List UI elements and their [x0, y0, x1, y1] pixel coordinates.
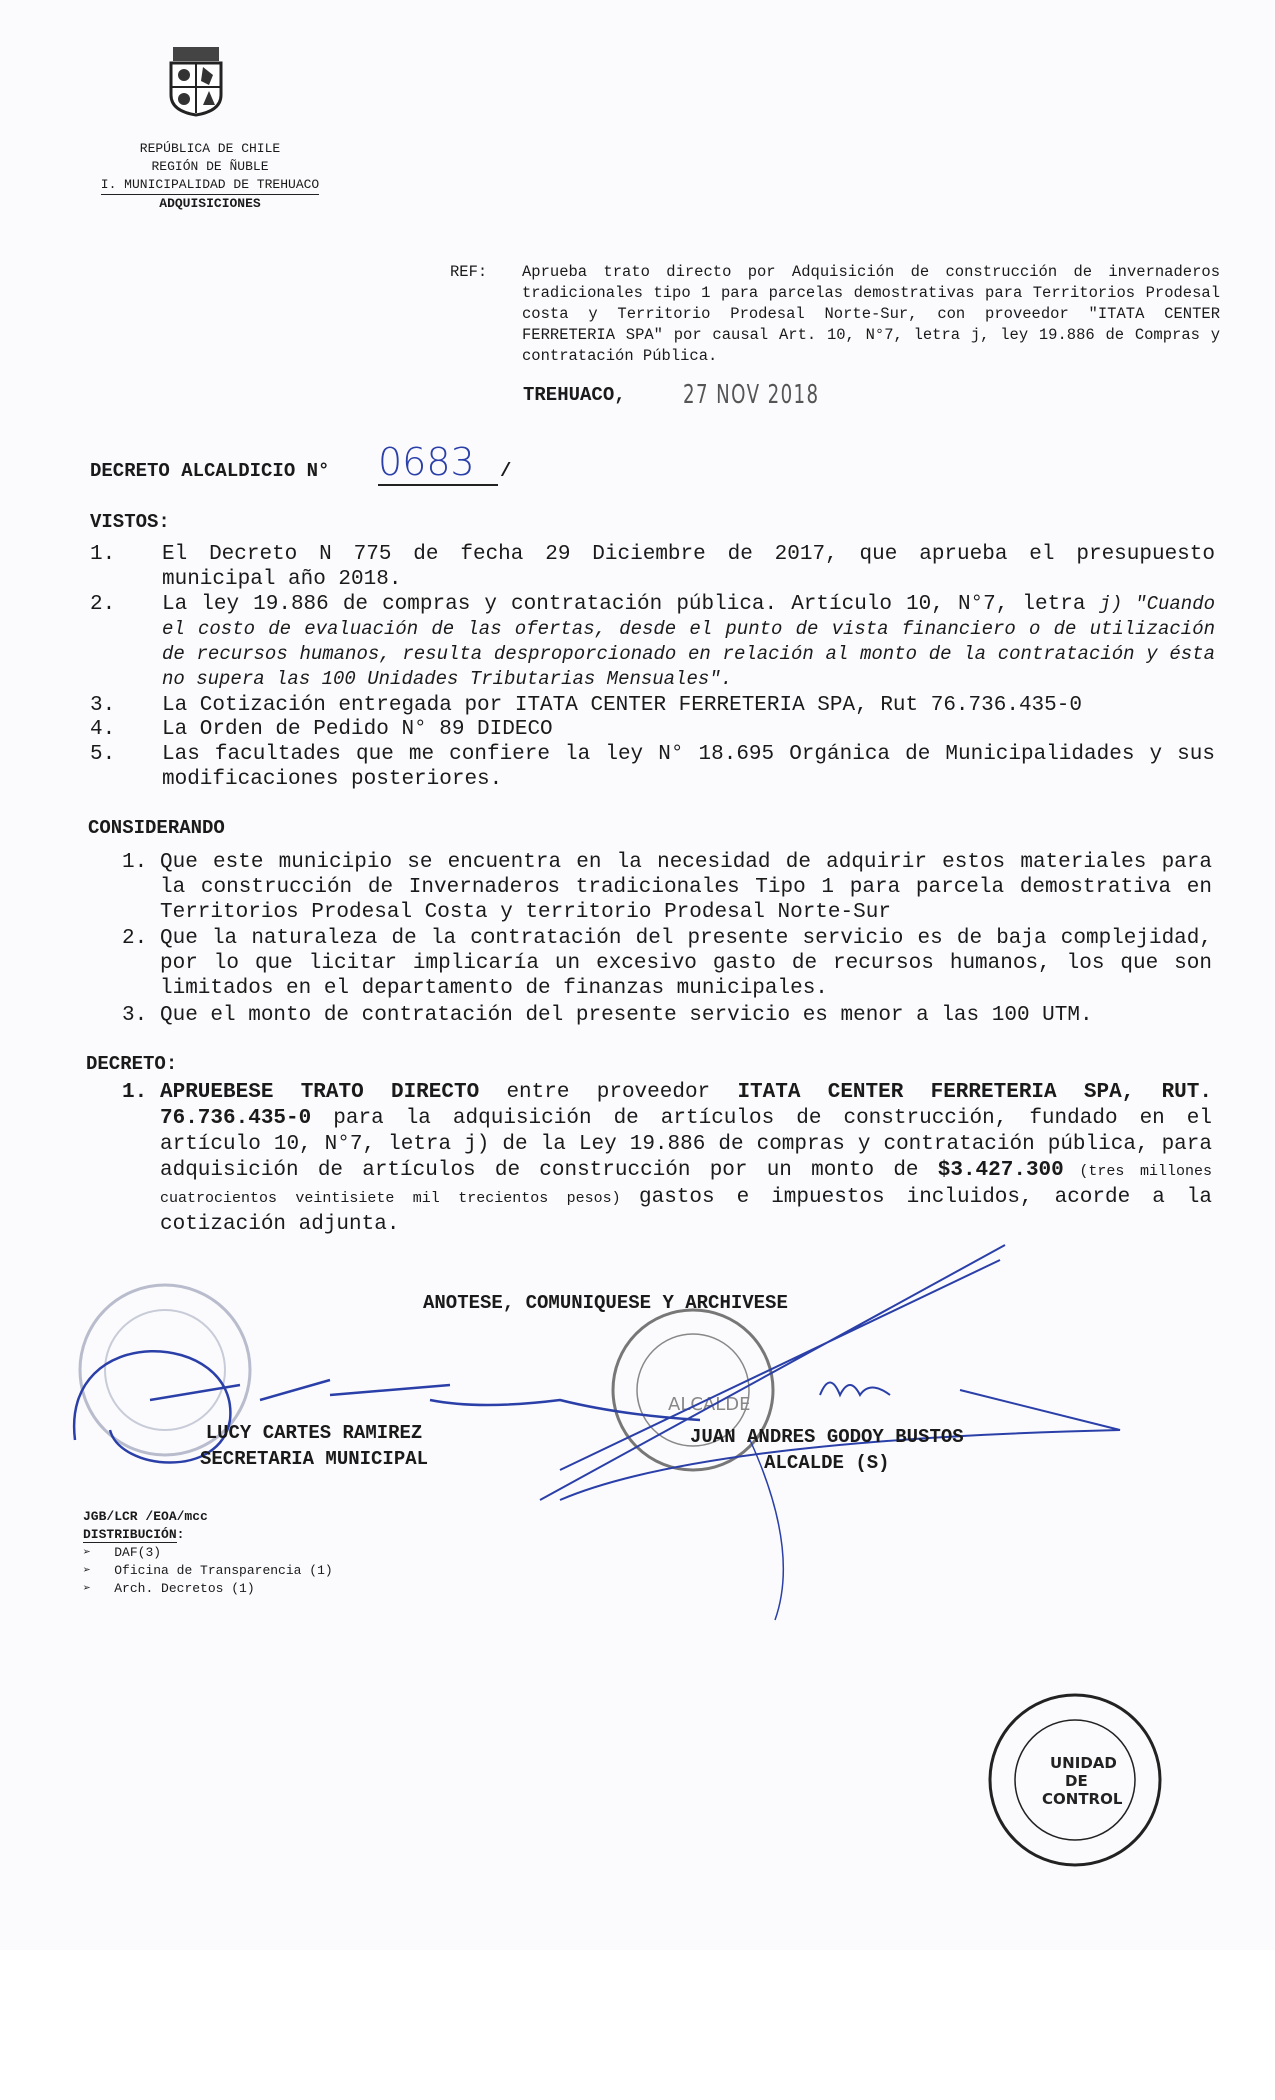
decreto-item: 1. APRUEBESE TRATO DIRECTO entre proveedor ITATA CENTER FERRETERIA SPA, RUT. 76.736.435-0 para la adquisición de artículos de construcción, fundado en el artículo 10, N°7, letra j) de la Ley 19.886 de compras y contratación pública, para adquisición de artículos de construcción por un monto de $3.427.300 (tres millones cuatrocientos veintisiete mil trecientos pesos) gastos e impuestos incluidos, acorde a la cotización adjunta.	[122, 1081, 1212, 1236]
signatory-name: LUCY CARTES RAMIREZ	[205, 1422, 423, 1444]
signature-secretaria	[200, 1420, 428, 1472]
ref-text: Aprueba trato directo por Adquisición de construcción de invernaderos tradicionales tipo 1 para parcelas demostrativas para Territorios Prodesal costa y Territorio Prodesal Norte-Sur, con proveedor "ITATA CENTER FERRETERIA SPA" por causal Art. 10, N°7, letra j, ley 19.886 de Compras y contratación Pública.	[522, 263, 1220, 365]
signatory-name: JUAN ANDRES GODOY BUSTOS	[690, 1426, 964, 1448]
signatory-role: SECRETARIA MUNICIPAL	[200, 1448, 429, 1470]
signature-alcalde	[690, 1424, 964, 1476]
considerando-item: 2. Que la naturaleza de la contratación del presente servicio es de baja complejidad, por lo que licitar implicaría un excesivo gasto de recursos humanos, los que son limitados en el departamento de finanzas municipales.	[122, 927, 1212, 1000]
vistos-item: 1. El Decreto N 775 de fecha 29 Diciembre de 2017, que aprueba el presupuesto municipal año 2018.	[90, 543, 1215, 591]
svg-text:DE: DE	[1065, 1772, 1088, 1790]
arrow-bullet-icon: ➢	[83, 1563, 91, 1578]
distribution-item: ➢ Oficina de Transparencia (1)	[83, 1563, 333, 1578]
vistos-item: 5. Las facultades que me confiere la ley N° 18.695 Orgánica de Municipalidades y sus modificaciones posteriores.	[90, 743, 1215, 791]
considerando-item: 1. Que este municipio se encuentra en la necesidad de adquirir estos materiales para la construcción de Invernaderos tradicionales Tipo 1 para parcela demostrativa en Territorios Prodesal Costa y territorio Prodesal Norte-Sur	[122, 851, 1212, 924]
place: TREHUACO,	[523, 384, 626, 406]
vistos-item: 2. La ley 19.886 de compras y contratación pública. Artículo 10, N°7, letra j) "Cuando el costo de evaluación de las ofertas, desde el punto de vista financiero o de utilización de recursos humanos, resulta desproporcionado en relación al monto de la contratación y ésta no supera las 100 Unidades Tributarias Mensuales".	[90, 593, 1215, 690]
considerando-title: CONSIDERANDO	[88, 817, 225, 839]
vistos-item: 3. La Cotización entregada por ITATA CENTER FERRETERIA SPA, Rut 76.736.435-0	[90, 694, 1082, 717]
distribution-item: ➢ Arch. Decretos (1)	[83, 1581, 255, 1596]
distribution-block: JGB/LCR /EOA/mcc DISTRIBUCIÓN: ➢ DAF(3) ➢ Oficina de Transparencia (1) ➢ Arch. Decretos (1)	[83, 1509, 333, 1596]
arrow-bullet-icon: ➢	[83, 1581, 91, 1596]
vistos-title: VISTOS:	[90, 511, 170, 533]
considerando-item: 3. Que el monto de contratación del presente servicio es menor a las 100 UTM.	[122, 1004, 1093, 1027]
svg-text:ALCALDE: ALCALDE	[668, 1394, 751, 1415]
initials: JGB/LCR /EOA/mcc	[83, 1509, 208, 1524]
decree-slash: /	[500, 460, 512, 482]
letterhead-country: REPÚBLICA DE CHILE	[139, 141, 281, 156]
decree-number: 0683	[378, 440, 498, 486]
closing-formula: ANOTESE, COMUNIQUESE Y ARCHIVESE	[423, 1292, 788, 1314]
distribution-title: DISTRIBUCIÓN	[83, 1527, 177, 1542]
ref-label: REF:	[450, 263, 488, 281]
svg-text:CONTROL: CONTROL	[1042, 1790, 1123, 1808]
letterhead-municipality: I. MUNICIPALIDAD DE TREHUACO	[101, 176, 319, 195]
letterhead-department: ADQUISICIONES	[159, 196, 261, 211]
svg-text:UNIDAD: UNIDAD	[1050, 1754, 1117, 1772]
decreto-title: DECRETO:	[86, 1053, 178, 1075]
signatory-role: ALCALDE (S)	[764, 1452, 890, 1474]
date-stamp: 27 NOV 2018	[683, 380, 820, 410]
vistos-item: 4. La Orden de Pedido N° 89 DIDECO	[90, 718, 553, 741]
distribution-item: ➢ DAF(3)	[83, 1545, 162, 1560]
letterhead-region: REGIÓN DE ÑUBLE	[151, 159, 269, 174]
arrow-bullet-icon: ➢	[83, 1545, 91, 1560]
decree-label: DECRETO ALCALDICIO N°	[90, 460, 330, 482]
